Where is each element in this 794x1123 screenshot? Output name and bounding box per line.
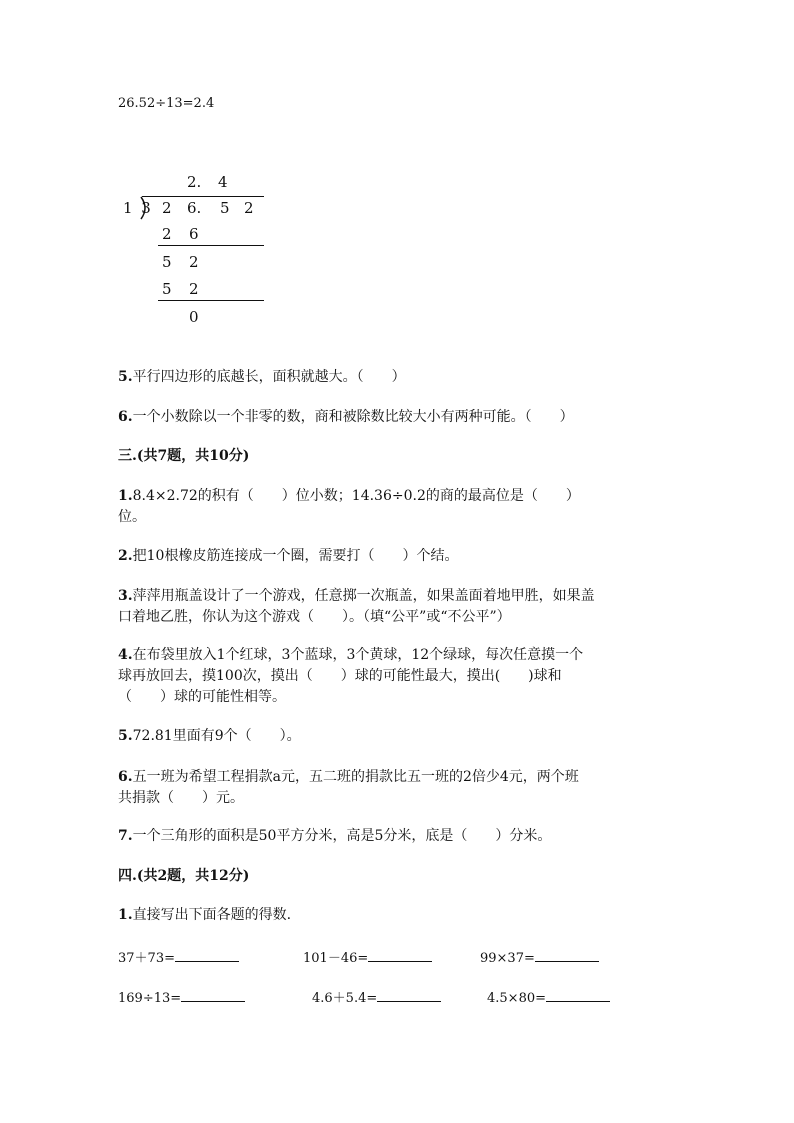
answer-blank[interactable] [175, 947, 239, 962]
calc-item: 99×37= [480, 947, 599, 966]
question-3-2: 2.把10根橡皮筋连接成一个圈，需要打（ ）个结。 [118, 548, 459, 564]
calc-item: 101－46= [303, 947, 432, 966]
question-3-5: 5.72.81里面有9个（ ）。 [118, 728, 301, 744]
product-digit: 2 [189, 280, 199, 298]
product-digit: 2 [162, 225, 172, 243]
quotient-digit: 2. [187, 173, 202, 191]
product-digit: 6 [189, 225, 199, 243]
dividend-digit: 2 [244, 199, 254, 217]
question-3-1: 1.8.4×2.72的积有（ ）位小数；14.36÷0.2的商的最高位是（ ） 位。 [118, 488, 580, 525]
division-bracket [138, 196, 150, 220]
remainder-digit: 2 [189, 253, 199, 271]
question-3-4: 4.在布袋里放入1个红球，3个蓝球，3个黄球，12个绿球，每次任意摸一个 球再放回去，摸100次，摸出（ ）球的可能性最大，摸出( )球和 （ ）球的可能性相等。 [118, 647, 584, 705]
question-4-1: 1.直接写出下面各题的得数. [118, 907, 292, 923]
answer-blank[interactable] [546, 987, 610, 1002]
dividend-digit: 6. [187, 199, 202, 217]
subtraction-line [158, 300, 264, 301]
remainder-digit: 5 [162, 253, 172, 271]
product-digit: 5 [162, 280, 172, 298]
judge-item-6: 6.一个小数除以一个非零的数，商和被除数比较大小有两种可能。（ ） [118, 409, 574, 425]
question-3-3: 3.萍萍用瓶盖设计了一个游戏，任意掷一次瓶盖，如果盖面着地甲胜，如果盖 口着地乙胜，你认为这个游戏（ ）。（填“公平”或“不公平”） [118, 588, 595, 625]
calc-item: 169÷13= [118, 987, 245, 1006]
section-4-heading: 四.(共2题，共12分) [118, 868, 250, 884]
subtraction-line [158, 245, 264, 246]
calc-item: 4.6＋5.4= [312, 987, 441, 1006]
answer-blank[interactable] [535, 947, 599, 962]
calc-item: 4.5×80= [487, 987, 610, 1006]
dividend-digit: 5 [220, 199, 230, 217]
calc-item: 37＋73= [118, 947, 239, 966]
divisor: 1 3 [123, 199, 153, 217]
judge-item-5: 5.平行四边形的底越长，面积就越大。（ ） [118, 369, 406, 385]
division-equation: 26.52÷13=2.4 [118, 96, 215, 111]
division-bar [142, 196, 264, 197]
answer-blank[interactable] [377, 987, 441, 1002]
dividend-digit: 2 [162, 199, 172, 217]
final-remainder: 0 [189, 308, 199, 326]
answer-blank[interactable] [368, 947, 432, 962]
answer-blank[interactable] [181, 987, 245, 1002]
question-3-7: 7.一个三角形的面积是50平方分米，高是5分米，底是（ ）分米。 [118, 828, 552, 844]
quotient-digit: 4 [218, 173, 228, 191]
section-3-heading: 三.(共7题，共10分) [118, 448, 250, 464]
question-3-6: 6.五一班为希望工程捐款a元，五二班的捐款比五一班的2倍少4元，两个班 共捐款（ ）元。 [118, 769, 579, 806]
